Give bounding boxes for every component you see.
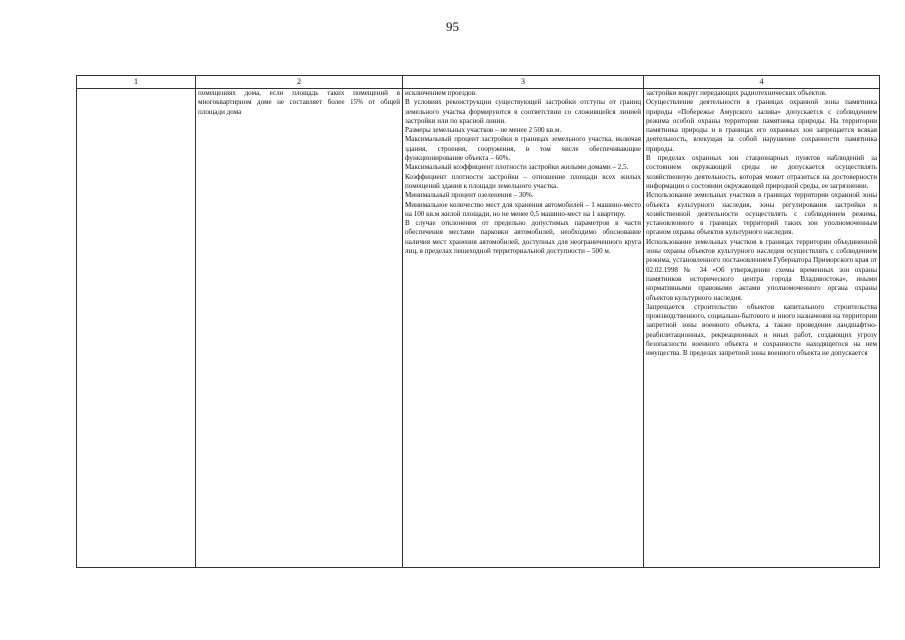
col3-paragraph: Минимальное количество мест для хранения автомобилей – 1 машино-место на 100 кв.м жилой площади, но не менее 0,5 машино-мест на 1 квартиру. bbox=[405, 200, 641, 218]
col4-paragraph: Запрещается строительство объектов капитального строительства производственного, социально-бытового и иного назначения на территории запретной зоны военного объекта, а также проведение ландшафтно-реабилитационных, рекреационных и иных работ, создающих угрозу безопасности военного объекта и сохранности находящегося на нем имущества. В пределах запретной зоны военного объекта не допускается bbox=[646, 302, 877, 358]
col3-paragraph: Минимальный процент озеленения – 30%. bbox=[405, 191, 534, 200]
table-row bbox=[77, 89, 880, 568]
col3-paragraph: Коэффициент плотности застройки – отношение площади всех жилых помещений здания к площади земельного участка. bbox=[405, 172, 641, 190]
header-cell-2: 2 bbox=[196, 76, 403, 89]
col2-paragraph: помещениях дома, если площадь таких помещений в многоквартирном доме не составляет более 15% от общей площади дома bbox=[198, 89, 400, 116]
col4-paragraph: застройки вокруг передающих радиотехнических объектов. bbox=[646, 89, 827, 97]
col4-paragraph: Осуществление деятельности в границах охранной зоны памятника природы «Побережье Амурского залива» допускается с соблюдением режима особой охраны территории памятника природы. На территории памятника природы и в границах его охранных зон запрещается всякая деятельность, влекущая за собой нарушение сохранности памятника природы. bbox=[646, 98, 877, 153]
col4-cell bbox=[644, 89, 880, 568]
regulation-table bbox=[76, 75, 880, 568]
col4-paragraph: Использование земельных участков в границах территории объединенной зоны охраны объектов культурного наследия осуществлять с соблюдением режима, установленного постановлением Губернатора Приморского края от 02.02.1998 № 34 «Об утверждении схемы временных зон охраны памятников исторического центра города Владивостока», иными нормативными правовыми актами уполномоченного органа охраны объектов культурного наследия. bbox=[646, 237, 877, 302]
col4-paragraph: Использование земельных участков в границах территории охранной зоны объекта культурного наследия, зоны регулирования застройки и хозяйственной деятельности осуществлять с соблюдением режима, установленного в границах территорий таких зон уполномоченным органом охраны объектов культурного наследия. bbox=[646, 191, 877, 237]
page-number: 95 bbox=[446, 19, 459, 34]
col3-cell bbox=[403, 89, 644, 568]
col1-cell bbox=[77, 89, 196, 568]
col3-paragraph: Максимальный процент застройки в границах земельного участка, включая здания, строения, сооружения, в том числе обеспечивающие функционирование объекта – 60%. bbox=[405, 135, 641, 163]
col3-paragraph: Размеры земельных участков – не менее 2 500 кв.м. bbox=[405, 126, 562, 135]
header-cell-4: 4 bbox=[644, 76, 880, 89]
col2-cell bbox=[196, 89, 403, 568]
header-cell-3: 3 bbox=[403, 76, 644, 89]
col3-paragraph: исключением проездов. bbox=[405, 89, 477, 97]
col4-paragraph: В пределах охранных зон стационарных пунктов наблюдений за состоянием окружающей среды не допускается осуществлять хозяйственную деятельность, которая может отразиться на достоверности информации о состоянии окружающей природной среды, ее загрязнении. bbox=[646, 154, 877, 190]
col3-paragraph: В условиях реконструкции существующей застройки отступы от границ земельного участка формируются в соответствии со сложившейся линией застройки или по красной линии. bbox=[405, 98, 641, 125]
table-header-row bbox=[77, 76, 880, 89]
header-cell-1: 1 bbox=[77, 76, 196, 89]
col3-paragraph: Максимальный коэффициент плотности застройки жилыми домами – 2,5. bbox=[405, 163, 629, 172]
col3-paragraph: В случае отклонения от предельно допустимых параметров в части обеспечения местами парковки автомобилей, необходимо обоснование наличия мест хранения автомобилей, доступных для неограниченного круга лиц, в пределах пешеходной территориальной доступности – 500 м. bbox=[405, 219, 641, 256]
